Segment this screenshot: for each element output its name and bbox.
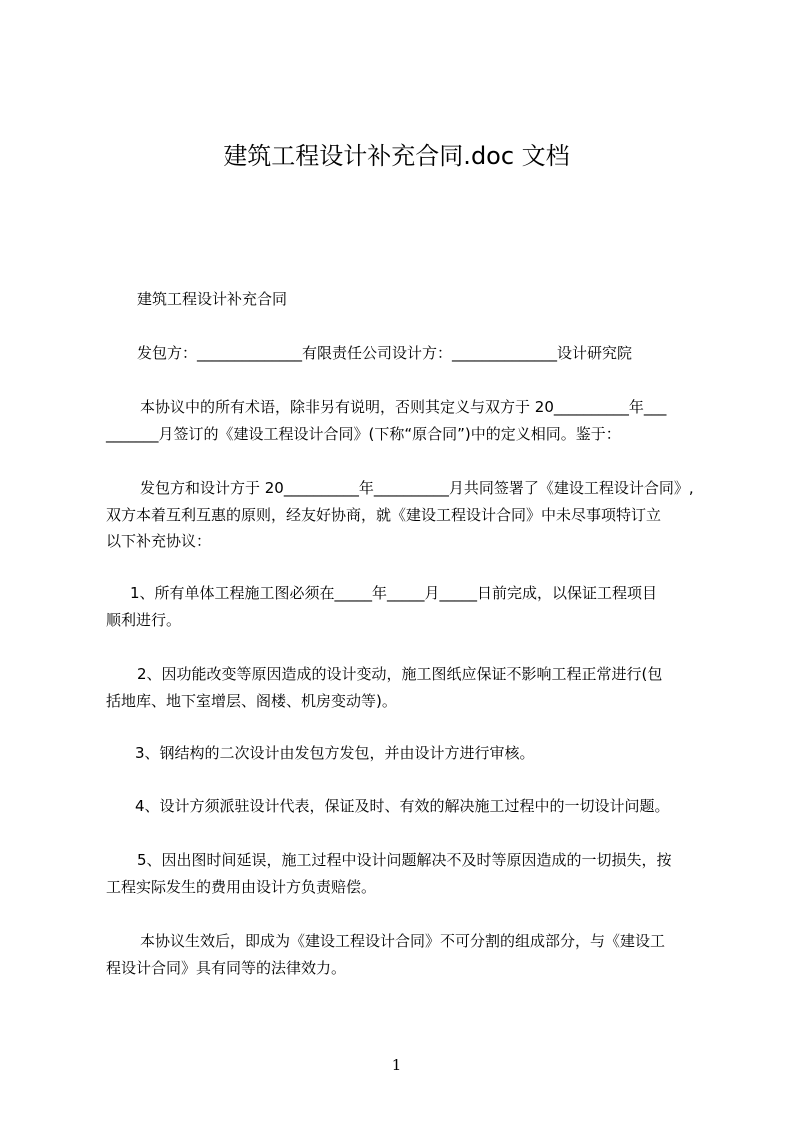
- clause-4-line-1: 4、设计方须派驻设计代表，保证及时、有效的解决施工过程中的一切设计问题。: [135, 797, 670, 815]
- clause-5-line-2: 工程实际发生的费用由设计方负责赔偿。: [106, 878, 377, 896]
- closing-line-1: 本协议生效后，即成为《建设工程设计合同》不可分割的组成部分，与《建设工: [140, 932, 666, 950]
- clause-5-line-1: 5、因出图时间延误，施工过程中设计问题解决不及时等原因造成的一切损失，按: [137, 851, 672, 869]
- recital-line-2: 双方本着互利互惠的原则，经友好协商，就《建设工程设计合同》中未尽事项特订立: [106, 506, 662, 524]
- clause-1-line-2: 顺利进行。: [106, 611, 182, 629]
- recital-line-1: 发包方和设计方于 20__________年__________月共同签署了《建设工程设计合同》,: [140, 479, 694, 497]
- recital-line-3: 以下补充协议：: [106, 532, 212, 550]
- definitions-line-2: _______月签订的《建设工程设计合同》(下称“原合同”)中的定义相同。鉴于：: [106, 425, 621, 443]
- closing-line-2: 程设计合同》具有同等的法律效力。: [106, 959, 347, 977]
- clause-2-line-1: 2、因功能改变等原因造成的设计变动，施工图纸应保证不影响工程正常进行(包: [137, 665, 663, 683]
- document-title: 建筑工程设计补充合同.doc 文档: [223, 142, 570, 170]
- clause-2-line-2: 括地库、地下室增层、阁楼、机房变动等)。: [106, 692, 397, 710]
- contract-heading: 建筑工程设计补充合同: [137, 290, 288, 308]
- parties-line: 发包方：______________有限责任公司设计方：______________设计研究院: [137, 344, 633, 362]
- definitions-line-1: 本协议中的所有术语，除非另有说明，否则其定义与双方于 20__________年___: [140, 398, 667, 416]
- page-number: 1: [391, 1056, 402, 1074]
- clause-1-line-1: 1、所有单体工程施工图必须在_____年_____月_____日前完成，以保证工程项目: [130, 584, 658, 602]
- clause-3-line-1: 3、钢结构的二次设计由发包方发包，并由设计方进行审核。: [135, 744, 535, 762]
